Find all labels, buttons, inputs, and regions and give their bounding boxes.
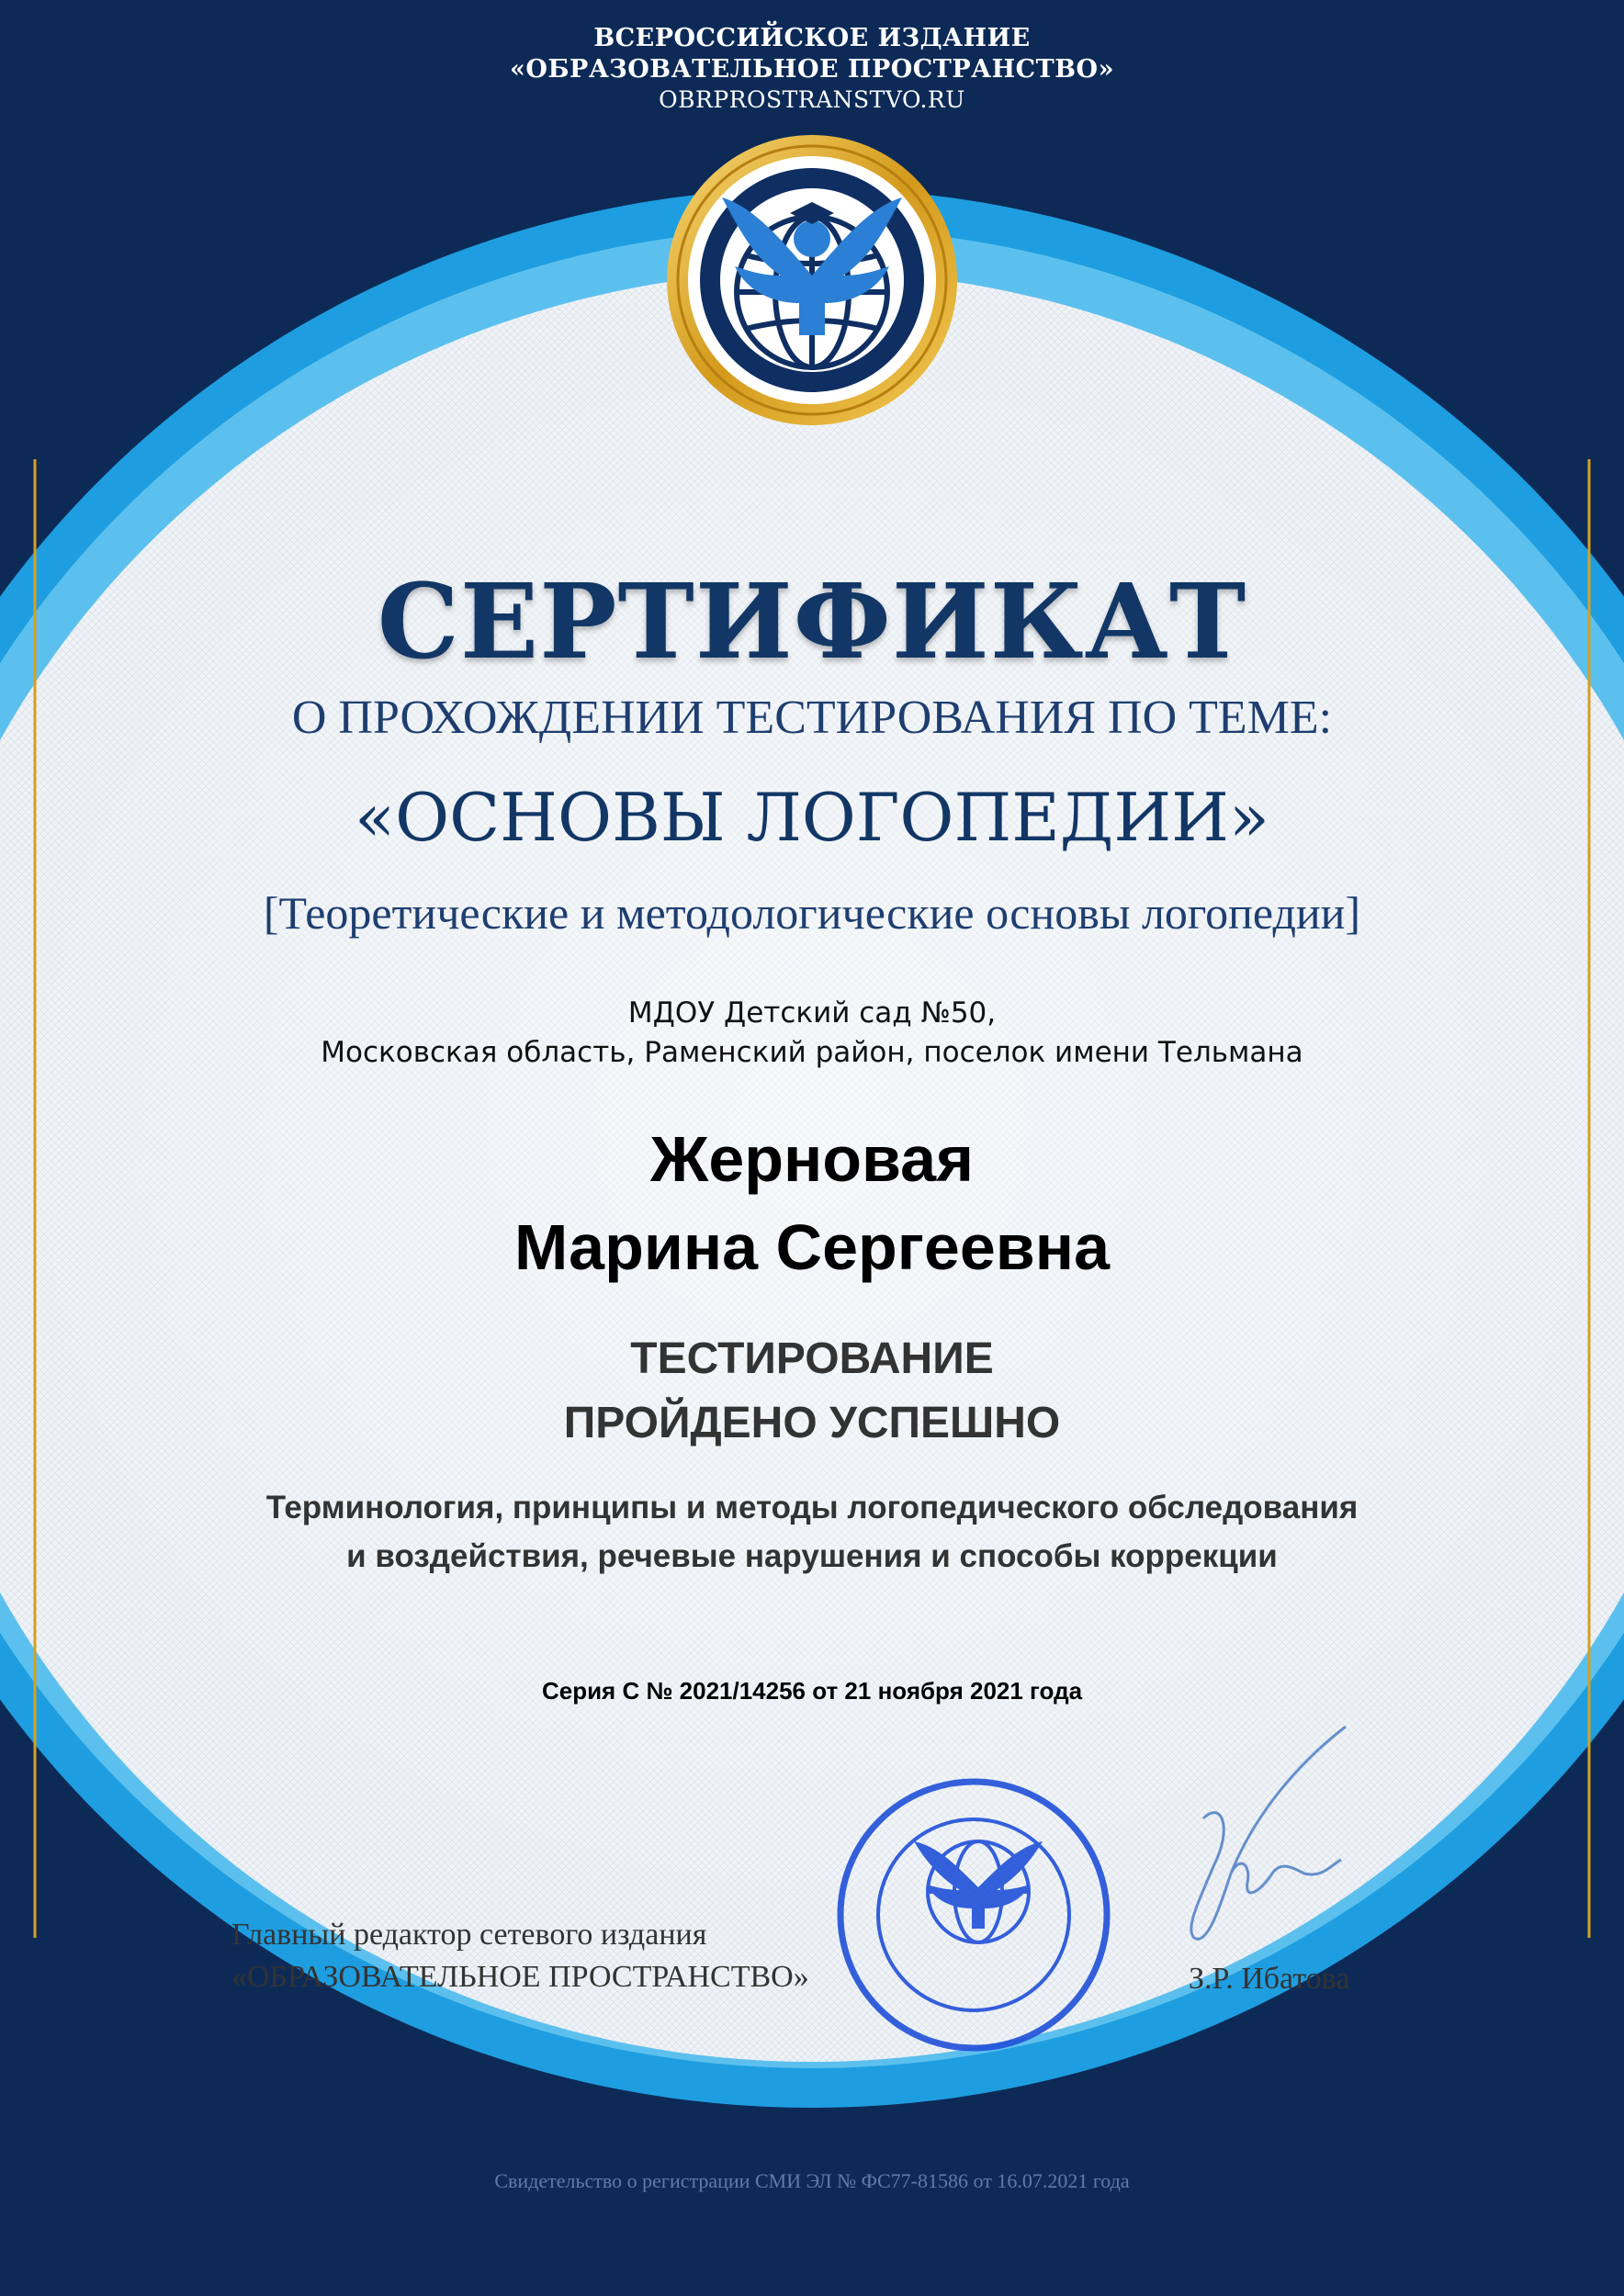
certificate-title: СЕРТИФИКАТ <box>377 562 1247 682</box>
description-line1: Терминология, принципы и методы логопедического обследования <box>265 1490 1359 1525</box>
recipient-surname: Жерновая <box>650 1123 974 1195</box>
certificate-series: Серия С № 2021/14256 от 21 ноября 2021 года <box>541 1677 1083 1705</box>
institution-name: МДОУ Детский сад №50, <box>627 996 997 1030</box>
certificate-subtitle: О ПРОХОЖДЕНИИ ТЕСТИРОВАНИЯ ПО ТЕМЕ: <box>291 692 1333 744</box>
topic-description: [Теоретические и методологические основы логопедии] <box>263 887 1361 939</box>
publisher-header-line1: ВСЕРОССИЙСКОЕ ИЗДАНИЕ <box>593 24 1031 52</box>
recipient-given-names: Марина Сергеевна <box>513 1211 1111 1283</box>
result-line2: ПРОЙДЕНО УСПЕШНО <box>563 1399 1061 1447</box>
editor-title-line1: Главный редактор сетевого издания <box>231 1918 707 1952</box>
description-line2: и воздействия, речевые нарушения и способы коррекции <box>346 1538 1278 1574</box>
publisher-url: OBRPROSTRANSTVO.RU <box>659 86 965 113</box>
signer-name: З.Р. Ибатова <box>1189 1962 1350 1996</box>
emblem-medallion <box>667 135 957 425</box>
institution-location: Московская область, Раменский район, поселок имени Тельмана <box>321 1036 1303 1069</box>
editor-title-line2: «ОБРАЗОВАТЕЛЬНОЕ ПРОСТРАНСТВО» <box>231 1960 809 1994</box>
registration-footer: Свидетельство о регистрации СМИ ЭЛ № ФС77-81586 от 16.07.2021 года <box>494 2169 1130 2192</box>
publisher-header-line2: «ОБРАЗОВАТЕЛЬНОЕ ПРОСТРАНСТВО» <box>510 55 1114 84</box>
result-line1: ТЕСТИРОВАНИЕ <box>630 1334 994 1383</box>
certificate-topic: «ОСНОВЫ ЛОГОПЕДИИ» <box>355 779 1269 856</box>
